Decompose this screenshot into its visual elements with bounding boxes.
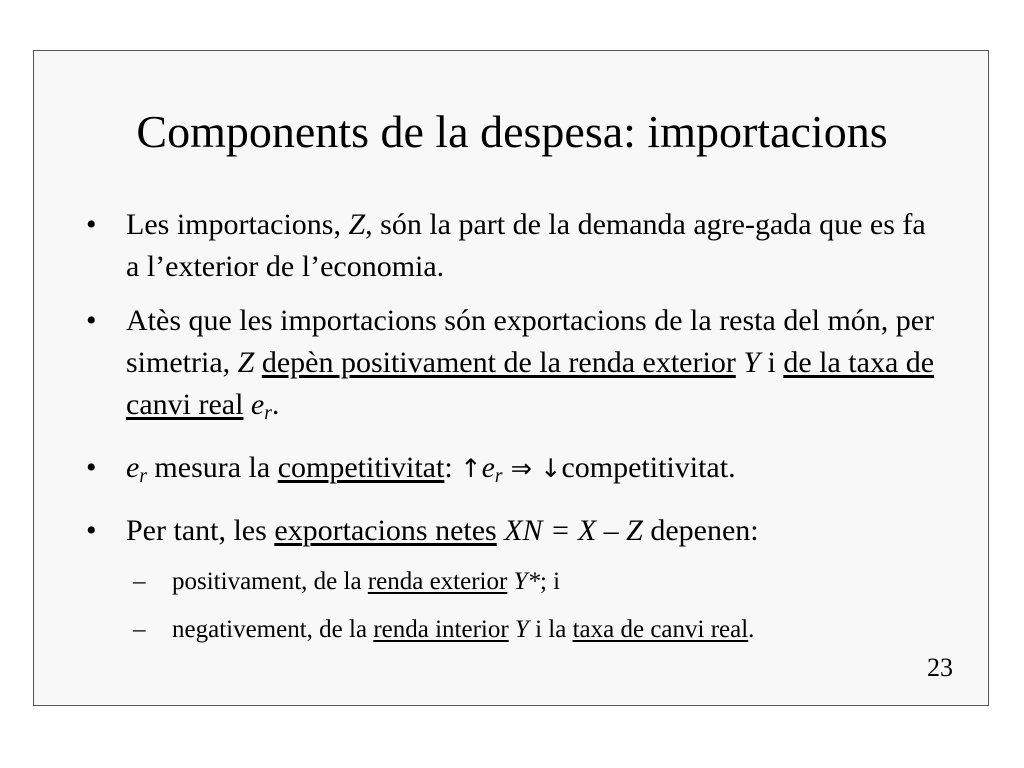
underlined-phrase: renda interior: [373, 615, 509, 643]
underlined-phrase: exportacions netes: [274, 513, 497, 547]
up-arrow-icon: ↑: [460, 453, 482, 484]
sub-bullet-negative: [82, 610, 942, 650]
sub-bullet-dash: –: [133, 567, 146, 595]
bullet-mark: •: [86, 304, 97, 337]
bullet-text: Per tant, les exportacions netes XN = X – Z depenen:: [126, 513, 759, 547]
underlined-phrase: competitivitat: [277, 450, 445, 484]
bullet-mark: •: [86, 450, 97, 484]
underlined-phrase: depèn positivament de la renda exterior: [261, 346, 736, 379]
page-number: 23: [927, 653, 953, 682]
sub-bullet-text: negativement, de la renda interior Y i la taxa de canvi real.: [172, 615, 755, 643]
bullet-item-imports-definition: [82, 204, 942, 288]
bullet-item-imports-symmetry: [82, 300, 942, 435]
implies-icon: ⇒: [502, 453, 541, 484]
bullet-mark: •: [86, 208, 97, 241]
sub-bullet-positive: [82, 562, 942, 602]
bullet-text: Atès que les importacions són exportacions de la resta del món, per simetria, Z depèn positivament de la renda exterior Y i de la taxa de canvi real er.: [126, 304, 935, 424]
bullet-item-competitiveness: [82, 447, 942, 498]
bullet-item-net-exports: [82, 510, 942, 552]
slide-title: Components de la despesa: importacions: [136, 106, 888, 157]
bullet-text: er mesura la competitivitat: ↑er ⇒ ↓competitivitat.: [126, 450, 736, 487]
sub-bullet-text: positivament, de la renda exterior Y*; i: [172, 567, 561, 595]
net-exports-equation: XN = X – Z: [504, 513, 643, 547]
underlined-phrase: de la taxa de canvi real: [126, 346, 935, 421]
sub-bullet-dash: –: [133, 615, 146, 643]
underlined-phrase: taxa de canvi real: [572, 615, 749, 643]
bullet-text: Les importacions, Z, són la part de la demanda agre-gada que es fa a l’exterior de l’economia.: [126, 208, 926, 283]
bullet-mark: •: [86, 513, 97, 547]
underlined-phrase: renda exterior: [367, 567, 508, 595]
down-arrow-icon: ↓: [540, 453, 562, 484]
bullet-list: [82, 204, 942, 658]
sub-bullet-list: [82, 562, 942, 650]
